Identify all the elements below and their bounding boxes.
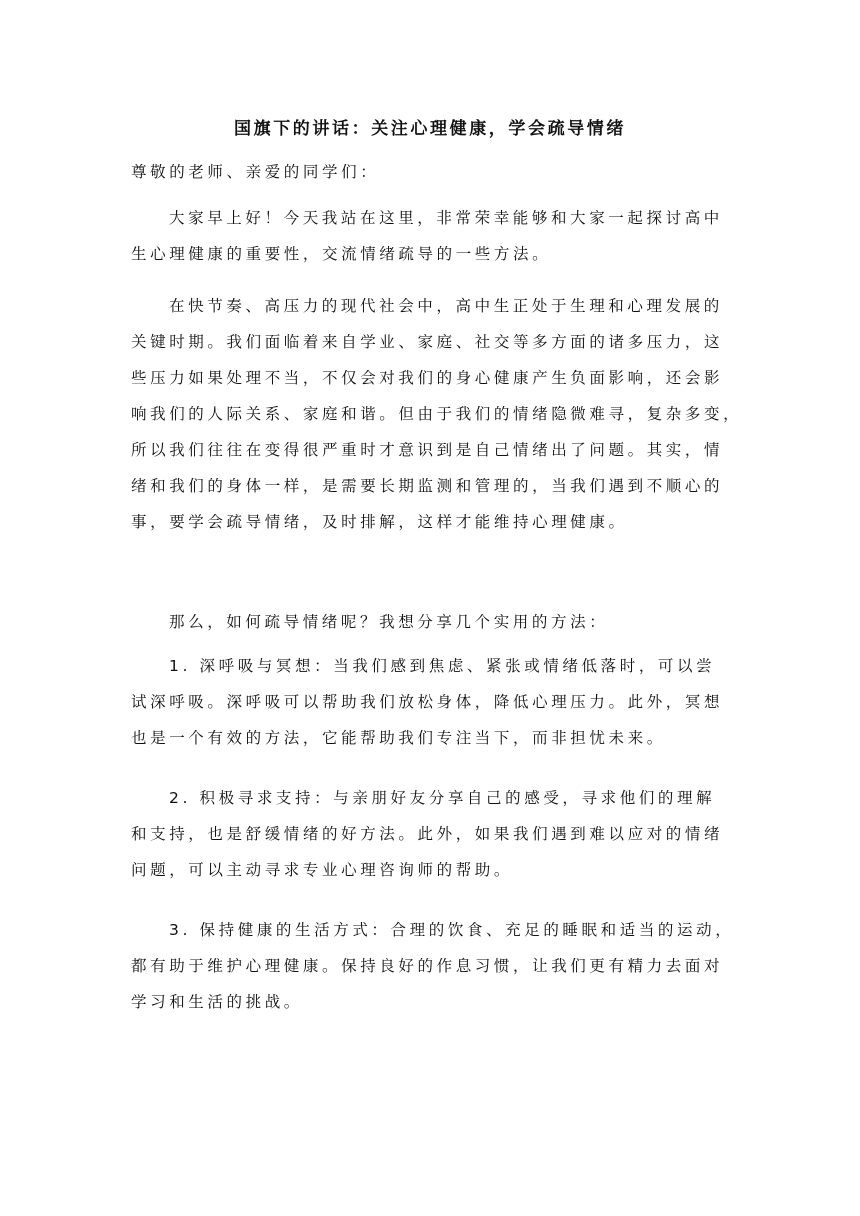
paragraph-line: 所以我们往往在变得很严重时才意识到是自己情绪出了问题。其实，情 (131, 441, 724, 459)
paragraph-line: 2. 积极寻求支持：与亲朋好友分享自己的感受，寻求他们的理解 (169, 789, 716, 807)
document-title: 国旗下的讲话：关注心理健康，学会疏导情绪 (234, 119, 626, 139)
paragraph-line: 问题，可以主动寻求专业心理咨询师的帮助。 (131, 861, 514, 879)
paragraph-line: 试深呼吸。深呼吸可以帮助我们放松身体，降低心理压力。此外，冥想 (131, 693, 724, 711)
paragraph-line: 大家早上好！今天我站在这里，非常荣幸能够和大家一起探讨高中 (169, 209, 723, 227)
paragraph-line: 也是一个有效的方法，它能帮助我们专注当下，而非担忧未来。 (131, 729, 666, 747)
paragraph-method-2 (131, 786, 729, 894)
paragraph-line: 响我们的人际关系、家庭和谐。但由于我们的情绪隐微难寻，复杂多变， (131, 405, 743, 423)
paragraph-line: 和支持，也是舒缓情绪的好方法。此外，如果我们遇到难以应对的情绪 (131, 825, 724, 843)
paragraph-method-3 (131, 918, 735, 1026)
paragraph-line: 那么，如何疏导情绪呢？我想分享几个实用的方法： (169, 613, 609, 631)
paragraph-line: 学习和生活的挑战。 (131, 993, 303, 1011)
paragraph-line: 生心理健康的重要性，交流情绪疏导的一些方法。 (131, 245, 552, 263)
paragraph-line: 都有助于维护心理健康。保持良好的作息习惯，让我们更有精力去面对 (131, 957, 724, 975)
paragraph-line: 些压力如果处理不当，不仅会对我们的身心健康产生负面影响，还会影 (131, 369, 724, 387)
paragraph-line: 关键时期。我们面临着来自学业、家庭、社交等多方面的诸多压力，这 (131, 333, 724, 351)
salutation: 尊敬的老师、亲爱的同学们： (131, 163, 380, 181)
paragraph-greeting (131, 206, 729, 278)
paragraph-intro-methods (131, 610, 729, 646)
paragraph-line: 绪和我们的身体一样，是需要长期监测和管理的，当我们遇到不顺心的 (131, 477, 724, 495)
paragraph-method-1 (131, 654, 729, 762)
paragraph-context (131, 294, 743, 546)
paragraph-line: 1. 深呼吸与冥想：当我们感到焦虑、紧张或情绪低落时，可以尝 (169, 657, 716, 675)
paragraph-line: 事，要学会疏导情绪，及时排解，这样才能维持心理健康。 (131, 513, 628, 531)
paragraph-line: 3. 保持健康的生活方式：合理的饮食、充足的睡眠和适当的运动， (169, 921, 735, 939)
paragraph-line: 在快节奏、高压力的现代社会中，高中生正处于生理和心理发展的 (169, 297, 723, 315)
